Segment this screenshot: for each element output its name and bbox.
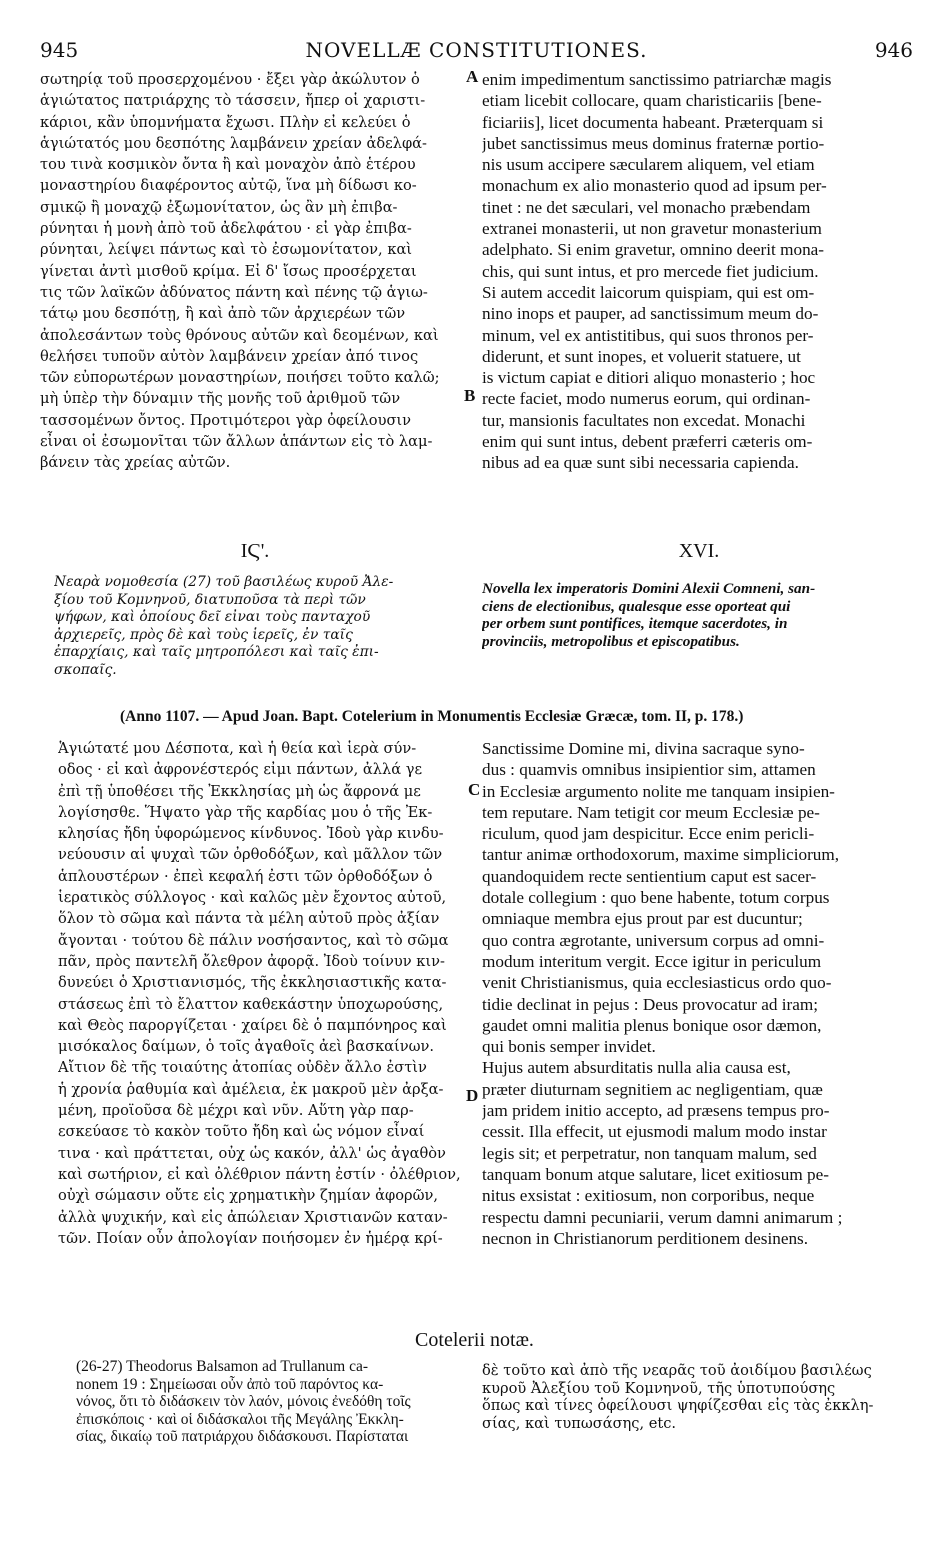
running-header: [40, 38, 913, 68]
latin-text-line: monachum ex alio monasterio quod ad ipsum per-: [482, 176, 827, 196]
latin-text-line: gaudet omni malitia plenus bonique osor dæmon,: [482, 1015, 822, 1035]
greek-text-line: στάσεως ἐπὶ τὸ ἔλαττον καθεκάστην ὑποχωρούσης,: [58, 995, 444, 1013]
latin-text-line: chis, qui sunt intus, et pro mercede fiet judicium.: [482, 261, 819, 281]
latin-text-line: dus : quamvis omnibus insipientior sim, attamen: [482, 760, 816, 780]
latin-text-line: diderunt, et sunt inopes, et voluerit statuere, ut: [482, 346, 801, 366]
greek-text-line: ἄγονται · τούτου δὲ πάλιν νοσήσαντος, καὶ τὸ σῶμα: [58, 931, 449, 949]
latin-text-line: ficiariis], licet documenta habeant. Præterquam si: [482, 112, 824, 132]
greek-text-line: τις τῶν λαϊκῶν ἀδύνατος πάντη καὶ πένης τῷ ἁγιω-: [40, 283, 428, 301]
greek-text-line: ἀλλὰ ψυχικήν, καὶ εἰς ἀπώλειαν Χριστιανῶν καταν-: [58, 1208, 448, 1226]
latin-text-line: enim impedimentum sanctissimo patriarchæ magis: [482, 70, 832, 89]
latin-text-line: is victum capiat e ditiori aliquo monasterio ; hoc: [482, 368, 816, 388]
greek-text-line: κλησίας ἤδη ὑφορώμενος κίνδυνος. Ἰδοὺ γὰρ κινδυ-: [58, 825, 444, 843]
latin-text-line: modum interitum vergit. Ecce igitur in periculum: [482, 951, 822, 971]
greek-text-line: ἁγιώτατος πατριάρχης τὸ τάσσειν, ἤπερ οἱ χαριστι-: [40, 92, 426, 110]
latin-text-line: præter diuturnam segnitiem ac negligentiam, quæ: [482, 1079, 823, 1099]
latin-title-line: Novella lex imperatoris Domini Alexii Comneni, san-: [482, 580, 816, 597]
greek-text-line: τασσομένων ὄντος. Προτιμότεροι γὰρ ὀφείλουσιν: [40, 411, 412, 429]
greek-text-line: θελήσει τυποῦν αὐτὸν λαμβάνειν χρείαν ἀπό τινος: [40, 347, 419, 365]
latin-text-line: necnon in Christianorum perditionem desinens.: [482, 1228, 809, 1248]
greek-text-line: ρύνηται ἡ μονὴ ἀπὸ τοῦ ἀδελφάτου · εἰ γὰρ ἐπιβα-: [40, 220, 412, 238]
latin-text-line: omniaque membra ejus prout par est ducuntur;: [482, 909, 803, 929]
greek-text-line: καὶ σωτήριον, εἰ καὶ ὀλέθριον πάντη ἐστίν · ὀλέθριον,: [58, 1165, 461, 1183]
latin-title-line: ciens de electionibus, qualesque esse oporteat qui: [482, 597, 791, 615]
note-line: σίας, καὶ τυπωσάσης, etc.: [482, 1414, 677, 1432]
greek-text-line: μένη, προϊοῦσα δὲ μέχρι καὶ νῦν. Αὕτη γὰρ παρ-: [58, 1102, 414, 1120]
latin-text-line: jam pridem initio accepto, ad præsens tempus pro-: [482, 1101, 830, 1121]
latin-text-line: tantur animæ orthodoxorum, maxime simpliciorum,: [482, 845, 840, 865]
latin-text-line: etiam licebit collocare, quam charisticariis [bene-: [482, 91, 822, 111]
latin-title-line: per orbem sunt pontifices, itemque sacerdotes, in: [482, 615, 788, 632]
latin-novella-title: [482, 580, 916, 650]
note-line: ἐπισκόποις · καὶ οἱ διδάσκαλοι τῆς Μεγάλης Ἐκκλη-: [76, 1410, 404, 1428]
latin-text-line: tanquam bonum atque salutare, licet exitiosum pe-: [482, 1164, 829, 1184]
latin-text-line: quandoquidem recte sentientium caput est sacer-: [482, 866, 817, 886]
greek-title-line: Νεαρὰ νομοθεσία (27) τοῦ βασιλέως κυροῦ Ἀλε-: [54, 574, 394, 590]
latin-text-line: in Ecclesiæ argumento nolite me tanquam insipien-: [482, 781, 835, 801]
latin-text-line: recte faciet, modo numerus eorum, qui ordinan-: [482, 389, 811, 409]
latin-text-line: Si autem accedit laicorum quispiam, qui est om-: [482, 282, 815, 302]
margin-marker-a: A: [466, 67, 479, 86]
latin-text-line: adelphato. Si enim gravetur, omnino deerit mona-: [482, 240, 825, 260]
greek-title-line: ξίου τοῦ Κομνηνοῦ, διατυποῦσα τὰ περὶ τῶν: [54, 591, 366, 608]
latin-text-line: Sanctissime Domine mi, divina sacraque syno-: [482, 739, 805, 758]
latin-text-line: nitus exsistat : exitiosum, non corporibus, neque: [482, 1186, 815, 1206]
page-number-right: 946: [874, 38, 913, 62]
greek-title-line: σκοπαῖς.: [54, 661, 117, 678]
greek-text-line: Αἴτιον δὲ τῆς τοιαύτης ἀτοπίας οὐδὲν ἄλλο ἐστὶν: [58, 1059, 427, 1077]
latin-column-top: [482, 69, 916, 474]
latin-title-line: provinciis, metropolibus et episcopatibus.: [482, 632, 740, 650]
greek-text-line: γίνεται ἀντὶ μισθοῦ κρίμα. Εἰ δ' ἴσως προσέρχεται: [40, 262, 417, 280]
greek-text-line: λογίσησθε. Ἥψατο γὰρ τῆς καρδίας μου ὁ τῆς Ἐκ-: [58, 803, 433, 821]
greek-title-line: ψήφων, καὶ ὁποίους δεῖ εἶναι τοὺς πανταχοῦ: [54, 609, 371, 625]
greek-novella-number: ΙϚ'.: [240, 540, 270, 562]
note-line: κυροῦ Ἀλεξίου τοῦ Κομνηνοῦ, τῆς ὑποτυπούσης: [482, 1379, 836, 1397]
page-number-left: 945: [40, 38, 79, 62]
note-line: νόνος, ὅτι τὸ διδάσκειν τὸν λαόν, μόνοις ἐνεδόθη τοῖς: [76, 1393, 411, 1410]
margin-marker-c: C: [468, 780, 481, 799]
latin-text-line: Hujus autem absurditatis nulla alia causa est,: [482, 1058, 791, 1078]
latin-text-line: nibus ad ea quæ sunt sibi necessaria capienda.: [482, 453, 799, 473]
greek-text-line: Ἁγιώτατέ μου Δέσποτα, καὶ ἡ θεία καὶ ἱερὰ σύν-: [58, 740, 417, 757]
greek-text-line: ὅλον τὸ σῶμα καὶ πάντα τὰ μέλη αὐτοῦ πρὸς ἀξίαν: [58, 910, 440, 928]
latin-text-line: extranei monasterii, ut non gravetur monasterium: [482, 219, 822, 239]
greek-text-line: σμικῷ ἢ μοναχῷ ἐξωμονίτατον, ὡς ἂν μὴ ἐπιβα-: [40, 198, 398, 216]
greek-text-line: μὴ ὑπὲρ τὴν δύναμιν τῆς μονῆς τοῦ ἀριθμοῦ τῶν: [40, 390, 401, 408]
greek-text-line: μοναστηρίου διαφέροντος αὐτῷ, ἵνα μὴ δίδωσι κο-: [40, 177, 417, 195]
notes-heading: Cotelerii notæ.: [415, 1329, 534, 1351]
note-line: (26-27) Theodorus Balsamon ad Trullanum ca-: [76, 1358, 369, 1375]
latin-text-line: tem reputare. Nam tetigit cor meum Ecclesiæ pe-: [482, 802, 820, 822]
latin-text-line: quo contra ægrotante, universum corpus ad omni-: [482, 930, 825, 950]
latin-text-line: nino inops et pauper, ad sanctissimum meum do-: [482, 304, 819, 324]
margin-marker-d: D: [466, 1086, 479, 1105]
greek-text-line: νεύουσιν αἱ ψυχαὶ τῶν ὀρθοδόξων, καὶ μᾶλλον τῶν: [58, 846, 443, 864]
greek-text-line: εἶναι οἱ ἐσωμονῖται τῶν ἄλλων ἁπάντων εἰς τὸ λαμ-: [40, 433, 433, 451]
greek-text-line: σωτηρίᾳ τοῦ προσερχομένου · ἔξει γὰρ ἀκώλυτον ὁ: [40, 71, 420, 88]
latin-text-line: jubet sanctissimus meus dominus fraternæ portio-: [482, 133, 825, 153]
note-line: nonem 19 : Σημείωσαι οὖν ἀπὸ τοῦ παρόντος κα-: [76, 1375, 384, 1393]
note-line: σίας, δικαίῳ τοῦ πατριάρχου διδάσκουσι. Παρίσταται: [76, 1428, 409, 1445]
latin-text-line: legis sit; et perpetratur, non tanquam malum, sed: [482, 1143, 817, 1163]
greek-novella-title: [54, 574, 474, 679]
greek-text-line: ἀπολεσάντων τοὺς θρόνους αὐτῶν καὶ δεομένων, καὶ: [40, 326, 439, 344]
latin-text-line: minum, vel ex antistitibus, qui suos thronos per-: [482, 325, 814, 345]
greek-title-line: ἀρχιερεῖς, πρὸς δὲ καὶ τοὺς ἱερεῖς, ἐν ταῖς: [54, 626, 353, 643]
source-annotation: (Anno 1107. — Apud Joan. Bapt. Cotelerium in Monumentis Ecclesiæ Græcæ, tom. II, p. 178.): [120, 708, 744, 725]
latin-text-line: nis usum accipere sæcularem aliquem, vel etiam: [482, 155, 815, 175]
latin-text-line: dotale collegium : quo bene habente, totum corpus: [482, 888, 830, 908]
latin-text-line: tur, mansionis facultates non excedat. Monachi: [482, 410, 806, 430]
note-line: ὅπως καὶ τίνες ὀφείλουσι ψηφίζεσθαι εἰς τὰς ἐκκλη-: [482, 1397, 874, 1414]
latin-text-line: enim qui sunt intus, debent præferri cæteris om-: [482, 432, 813, 452]
greek-title-line: ἐπαρχίαις, καὶ ταῖς μητροπόλεσι καὶ ταῖς ἐπι-: [54, 644, 379, 660]
greek-column-top: [40, 69, 470, 474]
greek-text-line: τινα · καὶ πράττεται, οὐχ ὡς κακόν, ἀλλ' ὡς ἀγαθὸν: [58, 1144, 446, 1162]
notes-right-column: [482, 1362, 916, 1432]
greek-text-line: ἡ χρονία ῥαθυμία καὶ ἀμέλεια, ἐκ μακροῦ μὲν ἀρξα-: [58, 1080, 444, 1098]
greek-text-line: του τινὰ κοσμικὸν ὄντα ἢ καὶ μοναχὸν ἀπὸ ἑτέρου: [40, 156, 416, 174]
greek-text-line: τῶν. Ποίαν οὖν ἀπολογίαν ποιήσομεν ἐν ἡμέρᾳ κρί-: [58, 1229, 443, 1247]
greek-text-line: τῶν εὐπορωτέρων μοναστηρίων, ποιήσει τοῦτο καλῶ;: [40, 369, 440, 387]
note-line: δὲ τοῦτο καὶ ἀπὸ τῆς νεαρᾶς τοῦ ἀοιδίμου βασιλέως: [482, 1362, 872, 1379]
latin-column-main: [482, 738, 916, 1249]
latin-text-line: qui bonis semper invidet.: [482, 1037, 656, 1057]
greek-text-line: καὶ Θεὸς παροργίζεται · χαίρει δὲ ὁ παμπόνηρος καὶ: [58, 1016, 447, 1034]
greek-text-line: ἁγιώτατός μου δεσπότης λαμβάνειν χρείαν ἀδελφά-: [40, 134, 427, 152]
greek-text-line: εσκεύασε τὸ κακὸν τοῦτο ἤδη καὶ ὡς νόμον εἶναί: [58, 1123, 425, 1141]
running-title: NOVELLÆ CONSTITUTIONES.: [305, 38, 648, 62]
greek-text-line: ἐπὶ τῇ ὑποθέσει τῆς Ἐκκλησίας μὴ ὡς ἄφρονά με: [58, 782, 421, 800]
latin-text-line: tidie declinat in pejus : Deus provocatur ad iram;: [482, 994, 819, 1014]
latin-text-line: respectu damni pecuniarii, verum damni animarum ;: [482, 1207, 843, 1227]
latin-text-line: riculum, quod jam despicitur. Ecce enim pericli-: [482, 824, 815, 844]
latin-text-line: venit Christianismus, quia ecclesiasticus ordo quo-: [482, 973, 832, 993]
greek-text-line: πᾶν, πρὸς παντελῆ ὄλεθρον ἀφορᾷ. Ἰδοὺ τοίνυν κιν-: [58, 952, 445, 970]
greek-text-line: οδος · εἰ καὶ ἀφρονέστερός εἰμι πάντων, ἀλλά γε: [58, 761, 423, 779]
greek-text-line: ἱερατικὸς σύλλογος · καὶ καλῶς μὲν ἔχοντος αὐτοῦ,: [58, 889, 447, 907]
margin-marker-b: B: [464, 386, 476, 405]
greek-text-line: βάνειν τὰς χρείας αὐτῶν.: [40, 454, 231, 472]
greek-text-line: τάτῳ μου δεσπότῃ, ἢ καὶ ἀπὸ τῶν ἀρχιερέων τῶν: [40, 305, 406, 323]
greek-text-line: κάριοι, κἂν ὑπομνήματα ἔχωσι. Πλὴν εἰ κελεύει ὁ: [40, 113, 411, 131]
greek-text-line: ρύνηται, λείψει πάντως καὶ τὸ ἐσωμονίτατον, καὶ: [40, 241, 413, 259]
latin-text-line: tinet : ne det sæculari, vel monacho præbendam: [482, 197, 811, 217]
greek-text-line: οὐχὶ σώμασιν οὔτε εἰς χρηματικὴν ζημίαν ἀφορῶν,: [58, 1187, 439, 1205]
greek-column-main: [58, 738, 468, 1249]
greek-text-line: ἁπλουστέρων · ἐπεὶ κεφαλή ἐστι τῶν ὀρθοδόξων ὁ: [58, 867, 433, 885]
greek-text-line: δυνεύει ὁ Χριστιανισμός, τῆς ἐκκλησιαστικῆς κατα-: [58, 974, 447, 992]
greek-text-line: μισόκαλος δαίμων, ὁ τοῖς ἀγαθοῖς ἀεὶ βασκαίνων.: [58, 1038, 435, 1056]
latin-novella-number: XVI.: [678, 540, 720, 562]
notes-left-column: [76, 1358, 472, 1446]
latin-text-line: cessit. Illa effecit, ut ejusmodi malum modo instar: [482, 1122, 827, 1142]
